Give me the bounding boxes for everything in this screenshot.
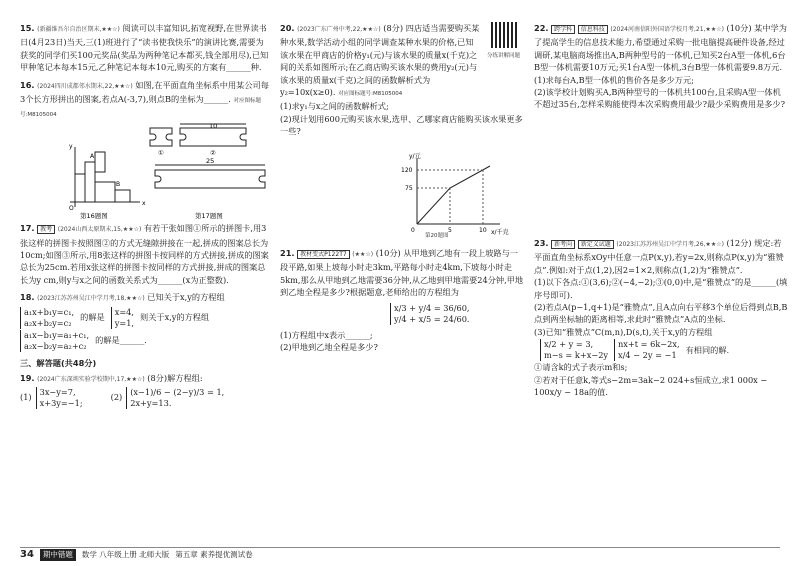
question-source: (2024广东深圳实验学校期中,17,★★☆) (37, 376, 145, 384)
point-a-label: A (90, 152, 95, 160)
equation: x/2 + y = 3, (544, 339, 594, 350)
qr-code[interactable] (491, 22, 517, 48)
question-21 (280, 247, 525, 353)
tick-120: 120 (401, 167, 413, 174)
length-25-label: 25 (206, 156, 215, 165)
figure-16-17 (20, 121, 270, 220)
sub-question: (1)求每台A,B型一体机的售价各是多少万元; (534, 74, 694, 85)
question-number: 23. (534, 238, 549, 248)
equation: x/3 + y/4 = 36/60, (394, 302, 470, 313)
column-middle (280, 22, 525, 358)
question-number: 21. (280, 248, 295, 258)
question-15 (20, 22, 270, 74)
question-text: 的解是______. (95, 335, 147, 346)
figure-16-caption: 第16题图 (80, 211, 108, 220)
tick-0: 0 (411, 227, 415, 234)
equation: y/4 + x/5 = 24/60. (394, 313, 470, 324)
subject-label: 数学 八年级上册 北师大版 (81, 549, 170, 559)
part-label: (1) (20, 392, 32, 403)
question-text: 有若干张如图①所示的拼图卡,用3张这样的拼图卡按照图②的方式无缝隙拼接在一起,拼成的图案总长为10cm;如图③所示,用8张这样的拼图卡按同样的方式拼接,拼成的图案总长为25cm.若用x张这样的拼图卡按同样的方式拼接,拼成的图案总长为y cm,则y与x之间的函数关系式为______(x为正整数). (20, 223, 269, 285)
question-text: 有相同的解. (685, 345, 730, 356)
equation: m−s = k+x−2y (544, 350, 609, 361)
sub-question: ②若对于任意k,等式s−2m=3ak−2 024+s恒成立,求1 000x − 100x/y − 18a的值. (534, 374, 768, 398)
equation-system (20, 307, 74, 329)
equation-system (20, 330, 89, 352)
question-number: 15. (20, 23, 35, 33)
question-source: (2023江苏苏州吴江中学月考,18,★★☆) (37, 295, 145, 303)
tick-5: 5 (448, 227, 452, 234)
figure-20-caption: 第20题图 (425, 233, 449, 239)
question-points: (12分) (726, 238, 752, 248)
question-text: 已知关于x,y的方程组 (147, 292, 225, 303)
question-source: (2024河南信阳外国语学校月考,21,★★☆) (610, 26, 724, 33)
point-b-label: B (116, 180, 121, 188)
axis-y-label: y (69, 142, 73, 150)
question-number: 20. (280, 23, 295, 33)
sub-question: (1)以下各点:①(3,6);②(−4,−2);③(0,0)中,是“雅赞点”的是______(填序号即可). (534, 277, 788, 300)
tick-10: 10 (479, 227, 487, 234)
axis-x-label: x/千克 (491, 229, 509, 236)
column-right (534, 22, 788, 403)
figure-code: 对应图标题号:M8105004 (338, 91, 403, 98)
equation: 3x−y=7, (39, 386, 76, 397)
equation: (x−1)/6 − (2−y)/3 = 1, (130, 386, 225, 397)
question-tag-2: 新定义试题 (578, 240, 614, 249)
figure-code: 对应图标题号:M8105004 (20, 98, 261, 119)
equation: a₂x+b₂y=c₂ (24, 317, 72, 328)
figure-2-label: ② (210, 148, 216, 157)
origin-label: O (69, 204, 74, 212)
question-source: (★★☆) (352, 251, 374, 258)
question-tag: 跨学科 (551, 25, 575, 34)
question-source: (2023广东广州中考,22,★★☆) (297, 26, 381, 33)
question-number: 16. (20, 79, 35, 90)
page-footer (20, 547, 780, 562)
equation: 2x+y=13. (130, 397, 172, 408)
figure-17-caption: 第17题图 (195, 211, 223, 220)
equation: y=1, (114, 317, 135, 328)
question-tag-2: 信息科技 (578, 25, 608, 34)
question-number: 17. (20, 223, 35, 234)
question-number: 22. (534, 23, 549, 33)
equation-system (390, 303, 470, 325)
question-number: 19. (20, 373, 35, 384)
equation: a₁x+b₁y=c₁, (24, 306, 75, 317)
equation: x=4, (114, 306, 134, 317)
equation: x+3y=−1; (39, 397, 83, 408)
sub-question: ①请含k的式子表示m和s; (534, 362, 628, 373)
section-heading: 三、解答题(共48分) (20, 357, 97, 368)
column-left (20, 22, 270, 414)
question-23 (534, 237, 788, 398)
question-16 (20, 79, 270, 218)
equation-system (540, 339, 608, 361)
axis-y-label: y/元 (409, 153, 421, 160)
question-text: 如图,在平面直角坐标系中用某公司每3个长方形拼出的图案,若点A(-3,7),则点B的坐标为______. (20, 79, 269, 105)
brand-label: 期中错题 (40, 549, 76, 561)
question-tag: 新考向 (551, 240, 575, 249)
question-source: (2024四川成都邻水期末,22,★★☆) (37, 82, 133, 90)
solution-system (111, 307, 134, 329)
page-number: 34 (20, 548, 34, 560)
question-text: 规定:若平面直角坐标系xOy中任意一点P(x,y),若y=2x,则称点P(x,y)为“雅赞点”.例如:对于点(1,2),因2=1×2,则称点(1,2)为“雅赞点”. (534, 238, 784, 275)
equation-system (36, 387, 83, 409)
equation-system (126, 387, 224, 409)
question-text: 的解是 (80, 312, 105, 323)
question-number: 18. (20, 292, 35, 303)
tick-75: 75 (405, 185, 413, 192)
chapter-label: 第五章 素养提优测试卷 (175, 549, 253, 559)
question-text: 某中学为了提高学生的信息技术能力,希望通过采购一批电脑提高硬件设备,经过调研,某电脑商场推出A,B两种型号的一体机,已知买2台A型一体机,6台B型一体机需要10万元;买1台A型一体机,3台B型一体机需要9.8万元. (534, 23, 787, 73)
qr-caption: 分练讲解同题 (487, 53, 521, 59)
question-points: (8分) (383, 23, 404, 33)
question-points: (10分) (375, 248, 401, 258)
question-source: (2024山西太原期末,15,★★☆) (57, 226, 142, 234)
equation-system (614, 339, 680, 361)
question-text: (8分)解方程组: (147, 373, 203, 384)
figure-20-graph (395, 152, 515, 240)
sub-question: (3)已知“雅赞点”C(m,n),D(s,t),关于x,y的方程组 (534, 326, 713, 337)
question-text: 则关于x,y的方程组 (140, 312, 210, 323)
question-19 (20, 372, 270, 408)
axis-x-label: x (142, 199, 146, 207)
part-label: (2) (110, 392, 123, 403)
question-tag: 教考 (37, 225, 55, 234)
sub-question: (2)甲地到乙地全程是多少? (280, 342, 378, 353)
sub-question: (1)求y₁与x之间的函数解析式; (280, 101, 389, 112)
equation: a₂x−b₂y=a₂+c₂ (24, 340, 87, 351)
question-points: (10分) (726, 23, 752, 33)
figure-1-label: ① (158, 148, 164, 157)
question-text: 阅读可以丰富知识,拓宽视野,在世界读书日(4月23日)当天,三(1)班进行了“读书使我快乐”的演讲比赛,需要为获奖的同学们买100元奖品(奖品为两种笔记本都买,钱全部用尽),已知甲种笔记本每本15元,乙种笔记本每本10元,购买的方案有______种. (20, 23, 269, 73)
question-18 (20, 291, 270, 351)
sub-question: (2)现计划用600元购买该水果,选甲、乙哪家商店能购买该水果更多一些? (280, 113, 523, 137)
question-source: (新疆维吾尔自治区期末,★★☆) (37, 26, 120, 33)
sub-question: (2)该学校计划购买A,B两种型号的一体机共100台,且采购A型一体机不超过35台,怎样采购能使得本次采购费用最少?最少采购费用是多少? (534, 87, 786, 110)
sub-question: (2)若点A(p−1,q+1)是“雅赞点”,且A点向右平移3个单位后得到点B,B点到两坐标轴的距离相等,求此时“雅赞点”A点的坐标. (534, 302, 788, 325)
length-10-label: 10 (209, 121, 218, 130)
question-17 (20, 222, 270, 286)
sub-question: (1)方程组中x表示______; (280, 329, 373, 340)
question-20 (280, 22, 525, 242)
question-text: 从甲地到乙地有一段上坡路与一段平路,如果上坡每小时走3km,平路每小时走4km,下坡每小时走5km,那么从甲地到乙地需要36分钟,从乙地到甲地需要24分钟,甲地到乙地全程是多少?根据题意,老师给出的方程组为 (280, 248, 524, 298)
question-tag: 教材变式P122T7 (297, 250, 350, 259)
equation: nx+t = 6k−2x, (618, 339, 680, 350)
question-text: 四店适当需要购买某种水果,数学活动小组的同学调查某种水果的价格,已知该水果在甲商店的价格y₁(元)与该水果的质量x(千克)之间的关系如图所示;在乙商店购买该水果的费用y₂(元)与该水果的质量x(千克)之间的函数解析式为y₂=10x(x≥0). (280, 23, 480, 98)
equation: a₁x−b₁y=a₁+c₁, (24, 329, 90, 340)
question-source: (2023江苏苏州吴江中学月考,26,★★☆) (616, 241, 724, 248)
equation: x/4 − 2y = −1 (618, 350, 677, 361)
question-22 (534, 22, 788, 232)
